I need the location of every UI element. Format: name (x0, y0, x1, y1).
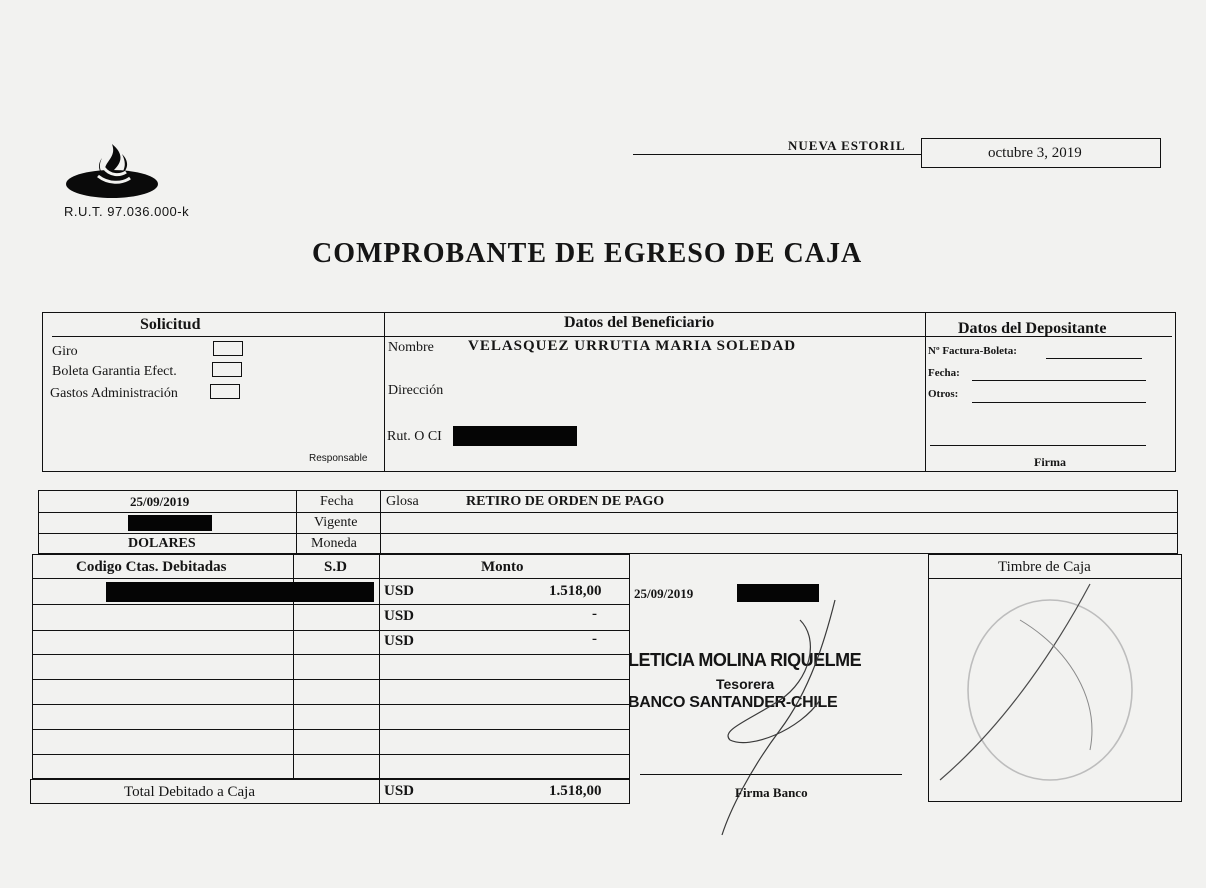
rut-ci-label: Rut. O CI (387, 429, 442, 444)
stamp-name: LETICIA MOLINA RIQUELME (628, 650, 862, 670)
giro-checkbox[interactable] (213, 341, 243, 356)
row-currency: USD (384, 583, 415, 599)
row-amount: 1.518,00 (549, 583, 602, 599)
stamp-role: Tesorera (716, 676, 775, 692)
row-currency: USD (384, 608, 415, 624)
depositante-heading: Datos del Depositante (958, 320, 1107, 337)
redacted-rut (453, 426, 577, 446)
solicitud-heading: Solicitud (140, 316, 201, 333)
nombre-value: VELASQUEZ URRUTIA MARIA SOLEDAD (468, 338, 797, 354)
fecha-row-label: Fecha (320, 494, 354, 509)
total-currency: USD (384, 783, 415, 799)
firma-banco-date: 25/09/2019 (634, 586, 694, 601)
branch-name: NUEVA ESTORIL (788, 138, 906, 153)
fecha-value: 25/09/2019 (130, 494, 190, 509)
row-amount: - (592, 631, 597, 647)
otros-label: Otros: (928, 388, 959, 400)
beneficiario-heading: Datos del Beneficiario (564, 314, 715, 331)
moneda-value: DOLARES (128, 536, 196, 551)
firma-banco-label: Firma Banco (735, 785, 808, 800)
stamp-bank: BANCO SANTANDER-CHILE (628, 694, 838, 711)
santander-flame-icon (64, 140, 164, 202)
timbre-heading: Timbre de Caja (998, 559, 1091, 575)
row-currency: USD (384, 633, 415, 649)
solicitud-item-giro: Giro (52, 344, 78, 359)
direccion-label: Dirección (388, 383, 444, 398)
fecha-label: Fecha: (928, 367, 960, 379)
solicitud-item-boleta: Boleta Garantia Efect. (52, 364, 177, 379)
vigente-label: Vigente (314, 515, 358, 530)
total-row (30, 779, 630, 804)
solicitud-item-gastos: Gastos Administración (50, 386, 178, 401)
date-value: octubre 3, 2019 (988, 145, 1082, 161)
row-amount: - (592, 606, 597, 622)
redacted-account (106, 582, 374, 602)
responsable-label: Responsable (309, 453, 368, 464)
nombre-label: Nombre (388, 340, 434, 355)
moneda-label: Moneda (311, 536, 357, 551)
handwritten-signature (660, 580, 880, 840)
total-label: Total Debitado a Caja (124, 784, 255, 800)
glosa-value: RETIRO DE ORDEN DE PAGO (466, 494, 665, 509)
monto-header: Monto (481, 559, 524, 575)
total-amount: 1.518,00 (549, 783, 602, 799)
factura-label: Nº Factura-Boleta: (928, 345, 1017, 357)
date-box (921, 138, 1161, 168)
redacted-vigente (128, 515, 212, 531)
gastos-checkbox[interactable] (210, 384, 240, 399)
page-title: COMPROBANTE DE EGRESO DE CAJA (312, 238, 863, 269)
sd-header: S.D (324, 559, 347, 575)
bank-logo (64, 140, 164, 202)
stamp-mark (930, 580, 1180, 800)
glosa-label: Glosa (386, 494, 419, 509)
codigo-header: Codigo Ctas. Debitadas (76, 559, 227, 575)
firma-label: Firma (1034, 455, 1066, 469)
rut-label: R.U.T. 97.036.000-k (64, 204, 190, 219)
boleta-checkbox[interactable] (212, 362, 242, 377)
